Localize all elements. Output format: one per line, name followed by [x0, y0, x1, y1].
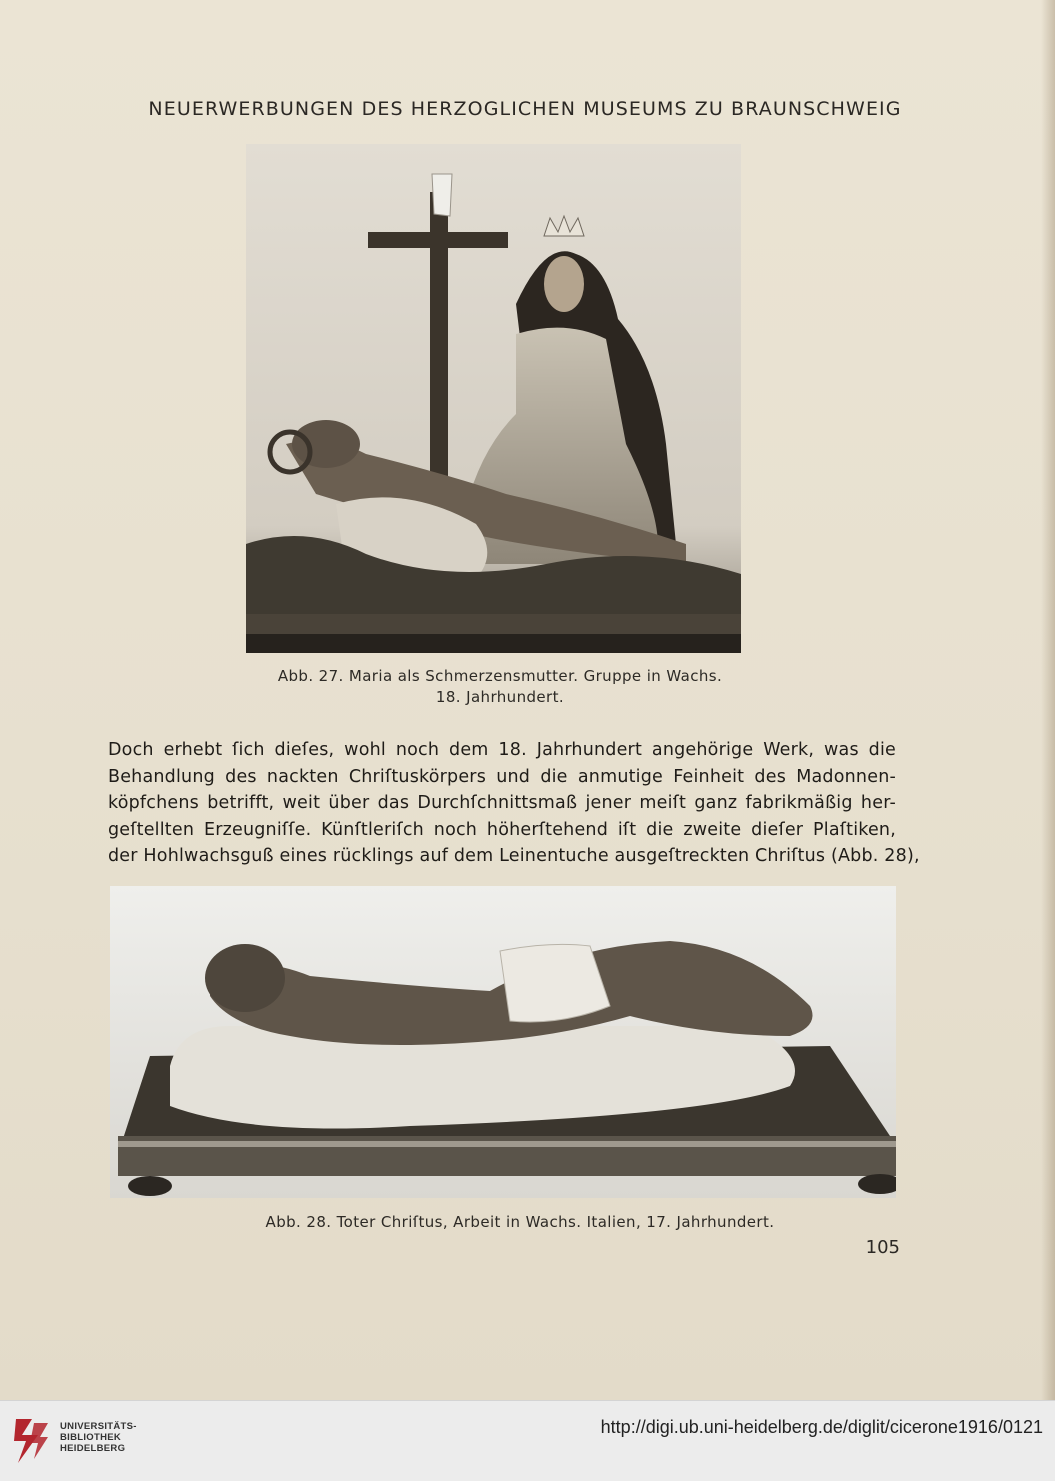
page-edge-shadow	[1041, 0, 1055, 1400]
figure-27-caption-line2: 18. Jahrhundert.	[435, 688, 565, 706]
body-line: Behandlung des nackten Chriſtuskörpers und die anmutige Feinheit des Madonnen-	[108, 766, 896, 787]
body-line: köpfchens betrifft, weit über das Durchſchnittsmaß jener meiſt ganz fabrikmäßig her-	[108, 793, 896, 813]
heidelberg-library-logo-icon	[12, 1415, 52, 1467]
library-name-line1: UNIVERSITÄTS-	[60, 1421, 137, 1432]
permalink-url[interactable]: http://digi.ub.uni-heidelberg.de/diglit/cicerone1916/0121	[600, 1417, 1043, 1437]
body-paragraph	[108, 737, 920, 870]
library-name-line2: BIBLIOTHEK	[60, 1432, 122, 1443]
cross-horizontal	[368, 232, 508, 248]
library-name	[60, 1421, 137, 1454]
page-number: 105	[865, 1237, 900, 1258]
digitization-footer	[0, 1400, 1055, 1481]
body-line: geſtellten Erzeugniſſe. Künſtleriſch noch höherſtehend iſt die zweite dieſer Plaſtiken,	[108, 819, 896, 840]
body-line: Doch erhebt ſich dieſes, wohl noch dem 18. Jahrhundert angehörige Werk, was die	[108, 740, 896, 760]
figure-27-photo	[246, 144, 741, 653]
figure-27-caption	[230, 666, 770, 708]
figure-28-caption: Abb. 28. Toter Chriſtus, Arbeit in Wachs. Italien, 17. Jahrhundert.	[265, 1213, 775, 1231]
running-head: NEUERWERBUNGEN DES HERZOGLICHEN MUSEUMS ZU BRAUNSCHWEIG	[148, 98, 902, 120]
figure-28-photo	[110, 886, 896, 1198]
library-name-line3: HEIDELBERG	[60, 1443, 126, 1454]
body-line: der Hohlwachsguß eines rücklings auf dem Leinentuche ausgeſtreckten Chriſtus (Abb. 28),	[108, 846, 920, 866]
figure-27-caption-line1: Abb. 27. Maria als Schmerzensmutter. Gruppe in Wachs.	[277, 667, 723, 685]
